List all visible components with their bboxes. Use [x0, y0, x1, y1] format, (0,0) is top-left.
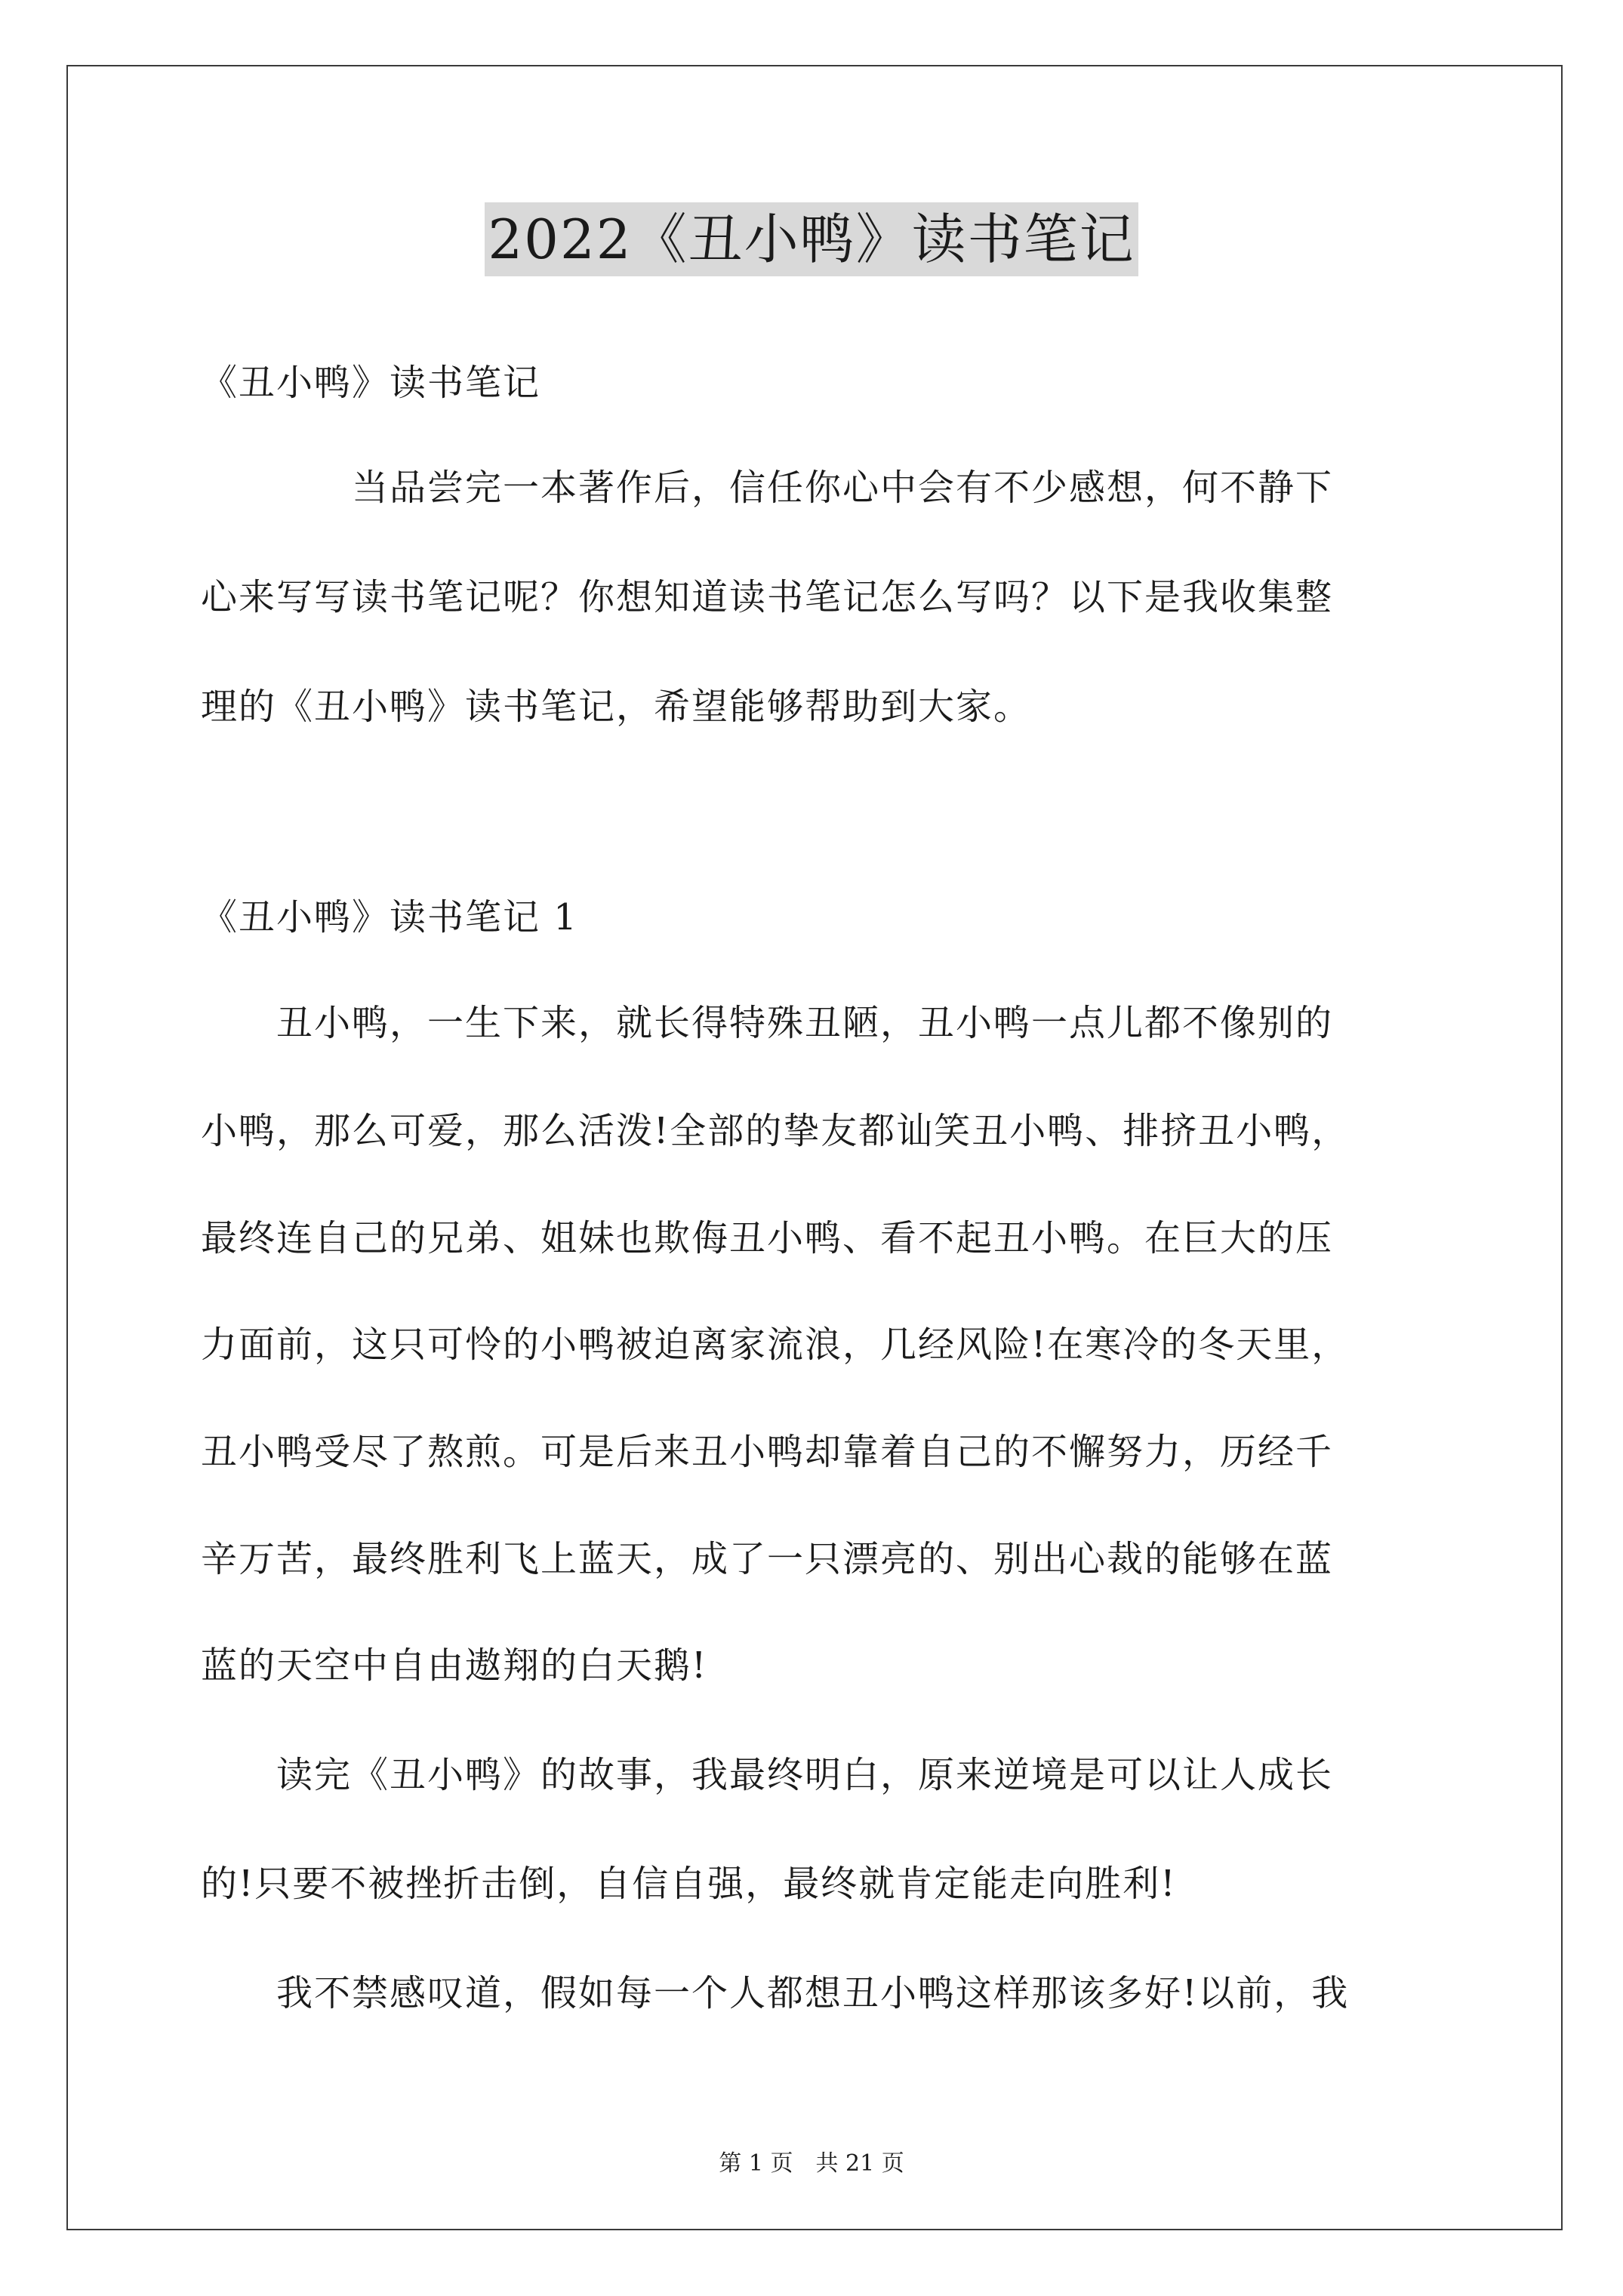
- text-line: 理的《丑小鸭》读书笔记，希望能够帮助到大家。: [201, 686, 1032, 728]
- section-heading: 《丑小鸭》读书笔记 1: [201, 896, 578, 938]
- document-title: 2022《丑小鸭》读书笔记: [485, 202, 1138, 276]
- page-number: 第 1 页 共 21 页: [719, 2150, 904, 2177]
- text-line: 心来写写读书笔记呢？你想知道读书笔记怎么写吗？以下是我收集整: [201, 576, 1334, 618]
- text-line: 当品尝完一本著作后，信任你心中会有不少感想，何不静下: [201, 467, 1334, 509]
- text-line: 丑小鸭受尽了熬煎。可是后来丑小鸭却靠着自己的不懈努力，历经千: [201, 1431, 1334, 1473]
- text-line: 蓝的天空中自由遨翔的白天鹅!: [201, 1644, 708, 1687]
- text-line: 最终连自己的兄弟、姐妹也欺侮丑小鸭、看不起丑小鸭。在巨大的压: [201, 1217, 1334, 1259]
- text-line: 小鸭，那么可爱，那么活泼!全部的挚友都讪笑丑小鸭、排挤丑小鸭，: [201, 1110, 1350, 1152]
- text-line: 辛万苦，最终胜利飞上蓝天，成了一只漂亮的、别出心裁的能够在蓝: [201, 1538, 1334, 1580]
- subtitle-line: 《丑小鸭》读书笔记: [201, 362, 541, 404]
- text-line: 读完《丑小鸭》的故事，我最终明白，原来逆境是可以让人成长: [201, 1754, 1334, 1796]
- text-line: 丑小鸭，一生下来，就长得特殊丑陋，丑小鸭一点儿都不像别的: [201, 1002, 1334, 1044]
- title-container: [0, 202, 1623, 276]
- text-line: 我不禁感叹道，假如每一个人都想丑小鸭这样那该多好!以前，我: [201, 1972, 1350, 2014]
- text-line: 的!只要不被挫折击倒，自信自强，最终就肯定能走向胜利!: [201, 1863, 1177, 1905]
- text-line: 力面前，这只可怜的小鸭被迫离家流浪，几经风险!在寒冷的冬天里，: [201, 1324, 1350, 1366]
